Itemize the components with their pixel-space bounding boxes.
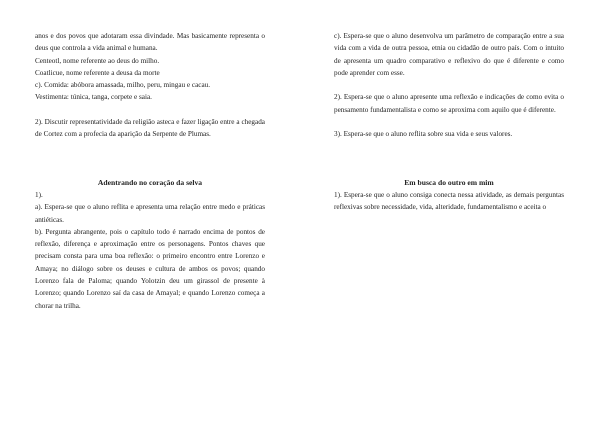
- right-column: [334, 30, 564, 214]
- centeotl-line: Centeotl, nome referente ao deus do milho.: [35, 56, 160, 65]
- question-2-answer: 2). Discutir representatividade da religião asteca e fazer ligação entre a chegada de Cortez com a profecia da aparição da Serpente de Plumas.: [35, 118, 265, 139]
- question-1b-answer: b). Pergunta abrangente, pois o capítulo todo é narrado encima de pontos de reflexão, diferença e aproximação entre os personagens. Pontos chaves que precisam consta para uma boa reflexão: o primeiro encontro entre Lorenzo e Amaya; no diálogo sobre os deuses e cultura de ambos os povos; quando Lorenzo fala de Paloma; quando Yolotzin deu um girassol de presente à Lorenzo; quando Lorenzo saí da casa de Amayal; e quando Lorenzo começa a chorar na trilha.: [35, 227, 265, 310]
- question-c-answer: c). Espera-se que o aluno desenvolva um parâmetro de comparação entre a sua vida com a vida de outra pessoa, etnia ou cidadão de outro país. Com o intuito de apresenta um quadro comparativo e reflexivo do que é diferente e como pode aprender com esse.: [334, 32, 564, 77]
- comida-line: c). Comida: abóbora amassada, milho, peru, mingau e cacau.: [35, 81, 211, 90]
- section-title-selva: Adentrando no coração da selva: [97, 177, 203, 187]
- question-1-answer-right: 1). Espera-se que o aluno consiga conecta nessa atividade, as demais perguntas reflexivas sobre necessidade, vida, alteridade, fundamentalismo e aceita o: [334, 190, 564, 212]
- left-column: [35, 30, 265, 312]
- question-1a-answer: a). Espera-se que o aluno reflita e apresenta uma relação entre medo e práticas antiéticas.: [35, 203, 265, 224]
- coatlicue-line: Coatlicue, nome referente a deusa da morte: [35, 68, 160, 77]
- question-3-answer: 3). Espera-se que o aluno reflita sobre sua vida e seus valores.: [334, 130, 513, 139]
- question-1-label: 1).: [35, 190, 43, 199]
- intro-paragraph: anos e dos povos que adotaram essa divindade. Mas basicamente representa o deus que controla a vida animal e humana.: [35, 32, 265, 53]
- question-2-answer-right: 2). Espera-se que o aluno apresente uma reflexão e indicações de como evita o pensamento fundamentalista e como se aproxima com aquilo que é diferente.: [334, 93, 564, 114]
- section-title-outro: Em busca do outro em mim: [404, 177, 494, 187]
- vestimenta-line: Vestimenta: túnica, tanga, corpete e saia.: [35, 93, 152, 102]
